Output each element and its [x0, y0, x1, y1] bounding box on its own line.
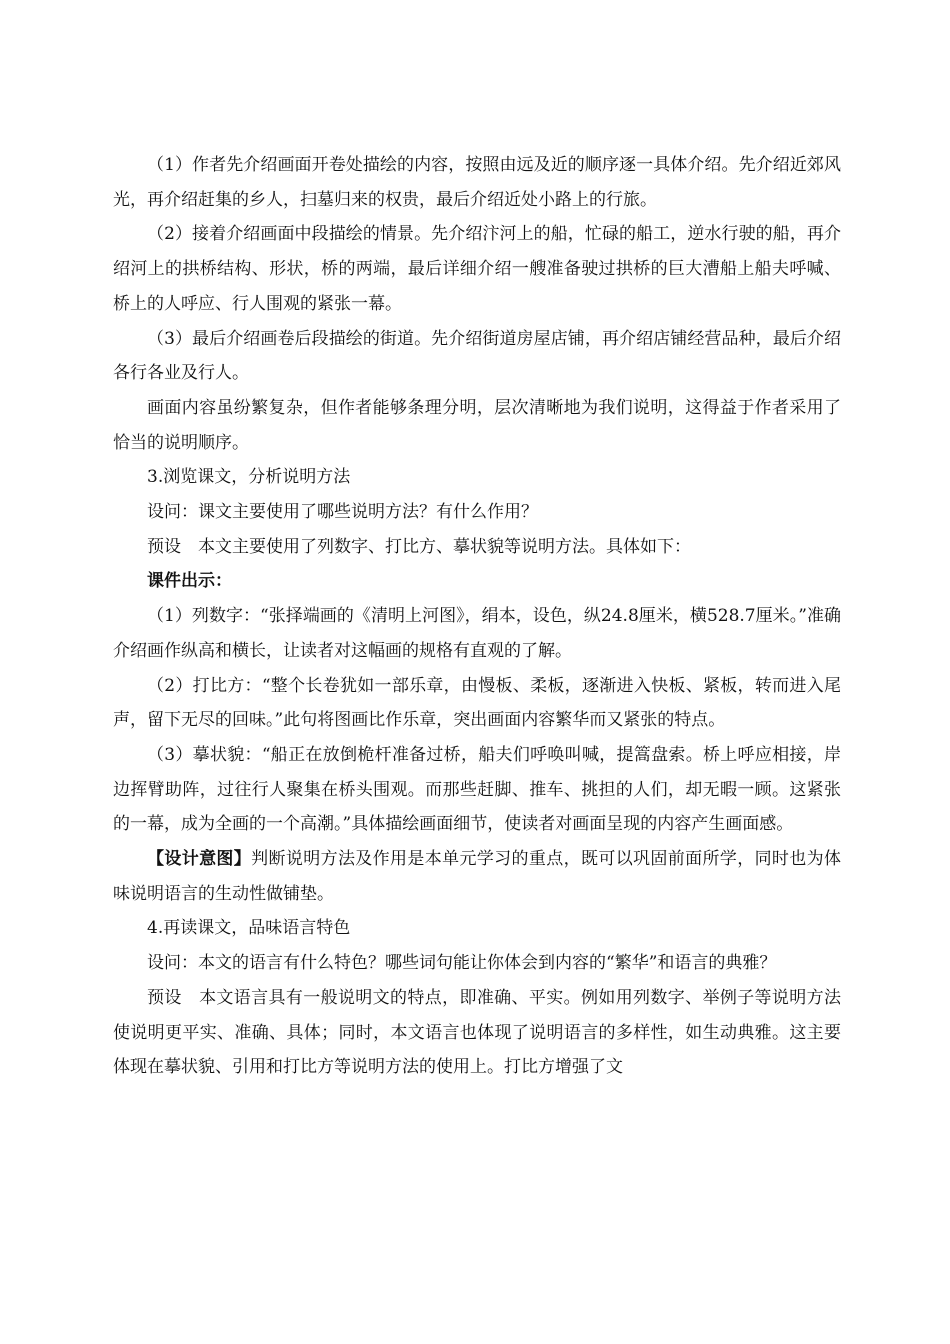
- paragraph-order-3: （3）最后介绍画卷后段描绘的街道。先介绍街道房屋店铺，再介绍店铺经营品种，最后介绍各行各业及行人。: [113, 328, 841, 384]
- design-intent: [113, 842, 841, 911]
- paragraph-order-2: （2）接着介绍画面中段描绘的情景。先介绍汴河上的船，忙碌的船工，逆水行驶的船，再介绍河上的拱桥结构、形状，桥的两端，最后详细介绍一艘准备驶过拱桥的巨大漕船上船夫呼喊、桥上的人呼应、行人围观的紧张一幕。: [113, 224, 841, 314]
- paragraph-order-1: （1）作者先介绍画面开卷处描绘的内容，按照由远及近的顺序逐一具体介绍。先介绍近郊风光，再介绍赶集的乡人，扫墓归来的权贵，最后介绍近处小路上的行旅。: [113, 155, 841, 210]
- design-intent-label: 【设计意图】: [147, 849, 252, 870]
- method-numbers: （1）列数字：“张择端画的《清明上河图》，绢本，设色，纵24.8厘米，横528.7厘米。”准确介绍画作纵高和横长，让读者对这幅画的规格有直观的了解。: [113, 606, 841, 661]
- preset-language: 预设 本文语言具有一般说明文的特点，即准确、平实。例如用列数字、举例子等说明方法使说明更平实、准确、具体；同时，本文语言也体现了说明语言的多样性，如生动典雅。这主要体现在摹状貌、引用和打比方等说明方法的使用上。打比方增强了文: [113, 987, 841, 1078]
- courseware-heading: 课件出示：: [147, 571, 232, 592]
- design-intent-text: 判断说明方法及作用是本单元学习的重点，既可以巩固前面所学，同时也为体味说明语言的生动性做铺垫。: [113, 849, 842, 904]
- method-metaphor: （2）打比方：“整个长卷犹如一部乐章，由慢板、柔板，逐渐进入快板、紧板，转而进入尾声，留下无尽的回味。”此句将图画比作乐章，突出画面内容繁华而又紧张的特点。: [113, 675, 841, 731]
- document-page: [113, 148, 841, 1085]
- preset-methods: 预设 本文主要使用了列数字、打比方、摹状貌等说明方法。具体如下：: [147, 536, 691, 557]
- question-methods: 设问：课文主要使用了哪些说明方法？有什么作用？: [147, 502, 538, 523]
- section-heading-3: 3.浏览课文，分析说明方法: [147, 467, 351, 488]
- paragraph-order-summary: 画面内容虽纷繁复杂，但作者能够条理分明，层次清晰地为我们说明，这得益于作者采用了恰当的说明顺序。: [113, 397, 841, 453]
- method-description: （3）摹状貌：“船正在放倒桅杆准备过桥，船夫们呼唤叫喊，提篙盘索。桥上呼应相接，岸边挥臂助阵，过往行人聚集在桥头围观。而那些赶脚、推车、挑担的人们，却无暇一顾。这紧张的一幕，成为全画的一个高潮。”具体描绘画面细节，使读者对画面呈现的内容产生画面感。: [113, 744, 841, 835]
- question-language: 设问：本文的语言有什么特色？哪些词句能让你体会到内容的“繁华”和语言的典雅？: [147, 953, 777, 974]
- section-heading-4: 4.再读课文，品味语言特色: [147, 918, 351, 939]
